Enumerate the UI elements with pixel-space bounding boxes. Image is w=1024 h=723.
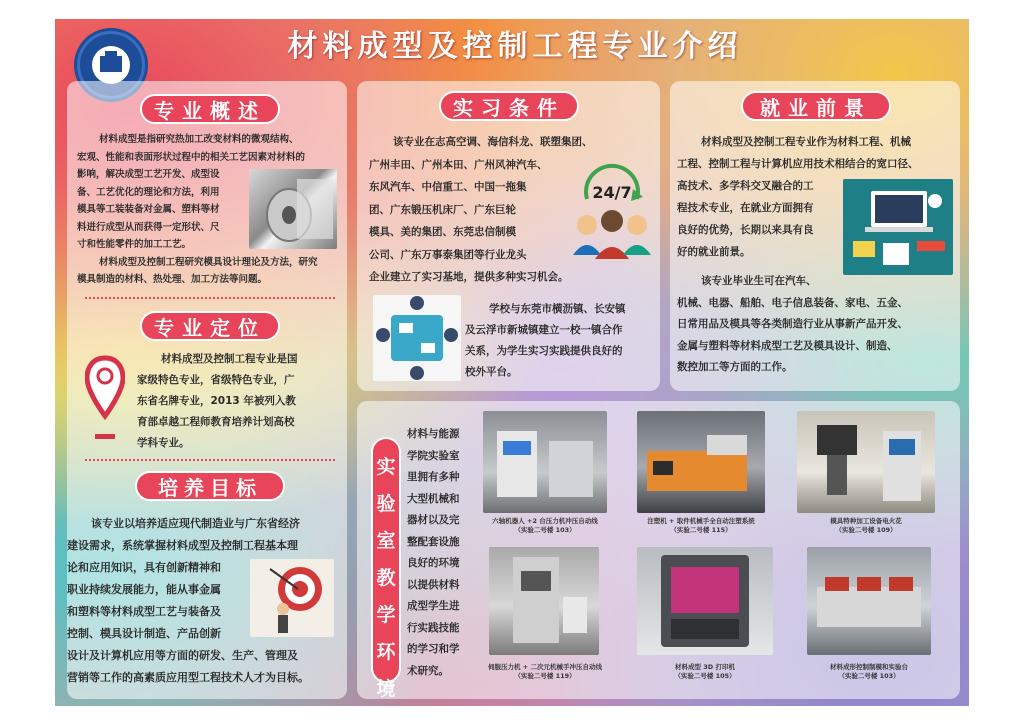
injection-machine-icon <box>637 411 765 513</box>
text-line: 建设需求，系统掌握材料成型及控制工程基本理 <box>67 539 298 552</box>
text-line: 器材以及完 <box>407 514 460 526</box>
overview-heading: 专业概述 <box>140 94 280 124</box>
text-line: 好的就业前景。 <box>677 246 751 258</box>
caption-line: （实验二号楼 119） <box>514 672 576 680</box>
goals-heading: 培养目标 <box>135 471 285 501</box>
text-line: 材料成型及控制工程专业作为材料工程、机械 <box>701 136 911 148</box>
text-line: 该专业以培养适应现代制造业与广东省经济 <box>91 517 300 530</box>
label-char: 教 <box>376 567 396 589</box>
lab-vertical-label <box>371 437 401 700</box>
badge-247: 24/7 <box>592 183 632 202</box>
text-line: 东省名牌专业，2013 年被列入教 <box>137 395 296 407</box>
text-line: 金属与塑料等材料成型工艺及模具设计、制造、 <box>677 339 898 352</box>
poster-title: 材料成型及控制工程专业介绍 <box>287 29 743 64</box>
text-line: 校外平台。 <box>465 366 518 378</box>
text-line: 东风汽车、中信重工、中国一拖集 <box>369 181 527 193</box>
text-line: 材料成型及控制工程专业是国 <box>161 353 298 365</box>
text-line: 及云浮市新城镇建立一校一镇合作 <box>465 324 623 336</box>
3d-printer-icon <box>637 547 773 655</box>
text-line: 工程、控制工程与计算机应用技术相结合的宽口径、 <box>677 158 919 170</box>
text-line: 关系，为学生实习实践提供良好的 <box>465 345 623 357</box>
label-char: 学 <box>376 604 396 626</box>
lab-photo-caption <box>625 517 777 535</box>
label-char: 室 <box>376 530 396 552</box>
lab-photo-servo-press <box>489 547 599 655</box>
text-line: 材料与能源 <box>407 428 460 440</box>
lab-photo-caption <box>635 663 775 681</box>
text-line: 良好的环境 <box>407 557 460 569</box>
text-line: 该专业在志高空调、海信科龙、联塑集团、 <box>393 136 593 148</box>
text-line: 论和应用知识，具有创新精神和 <box>67 561 221 574</box>
location-pin-icon <box>85 354 125 444</box>
career-text-2 <box>677 271 962 379</box>
lab-photo-edm <box>797 411 935 513</box>
text-line: 良好的优势，长期以来具有良 <box>677 224 814 236</box>
text-line: 家级特色专业，省级特色专业，广 <box>137 374 295 386</box>
text-line: 设计及计算机应用等方面的研发、生产、管理及 <box>67 649 298 662</box>
support-illustration <box>567 159 657 259</box>
servo-press-icon <box>489 547 599 655</box>
text-line: 程技术专业，在就业方面拥有 <box>677 202 814 214</box>
internship-text-2 <box>465 299 660 383</box>
text-line: 整配套设施 <box>407 535 460 548</box>
lab-photo-caption <box>475 663 615 681</box>
text-line: 团、广东锻压机床厂、广东巨轮 <box>369 203 516 216</box>
text-line: 该专业毕业生可在汽车、 <box>701 275 817 287</box>
label-char: 境 <box>376 678 396 700</box>
career-heading: 就业前景 <box>741 91 891 121</box>
caption-line: （实验二号楼 105） <box>674 672 736 680</box>
caption-line: （实验二号楼 103） <box>514 526 576 534</box>
text-line: 机械、电器、船舶、电子信息装备、家电、五金、 <box>677 296 908 309</box>
text-line: 料进行成型从而获得一定形状、尺 <box>77 221 220 233</box>
text-line: 学院实验室 <box>407 449 460 462</box>
internship-heading: 实习条件 <box>439 91 579 121</box>
poster <box>55 19 969 706</box>
text-line: 里拥有多种 <box>407 471 460 483</box>
text-line: 职业持续发展能力，能从事金属 <box>67 583 221 596</box>
lab-photo-control-bench <box>807 547 931 655</box>
label-char: 实 <box>376 456 396 478</box>
divider <box>85 459 335 461</box>
text-line: 营销等工作的高素质应用型工程技术人才为目标。 <box>67 671 309 684</box>
caption-line: 注塑机 + 取件机械手全自动注塑系统 <box>647 517 755 525</box>
text-line: 高技术、多学科交叉融合的工 <box>677 180 814 192</box>
edm-machine-icon <box>797 411 935 513</box>
label-char: 验 <box>376 493 396 515</box>
text-line: 影响，解决成型工艺开发、成型设 <box>77 169 220 180</box>
text-line: 日常用品及模具等各类制造行业从事新产品开发、 <box>677 318 908 330</box>
caption-line: 材料成型 3D 打印机 <box>675 663 735 671</box>
foil-roll-image <box>249 169 337 249</box>
caption-line: （实验二号楼 115） <box>670 526 732 534</box>
text-line: 行实践技能 <box>407 621 460 634</box>
caption-line: 伺服压力机 + 二次元机械手冲压自动线 <box>488 663 602 671</box>
meeting-table-icon <box>373 295 461 381</box>
lab-photo-caption <box>791 517 941 535</box>
text-line: 寸和性能零件的加工工艺。 <box>77 239 192 250</box>
target-icon <box>250 559 334 637</box>
workspace-image <box>843 179 953 275</box>
control-bench-icon <box>807 547 931 655</box>
text-line: 成型学生进 <box>407 600 460 612</box>
foil-roll-icon <box>249 169 337 249</box>
caption-line: 六轴机器人 +2 台压力机冲压自动线 <box>492 517 598 525</box>
text-line: 的学习和学 <box>407 643 460 655</box>
support-agents-icon <box>567 159 657 259</box>
text-line: 广州丰田、广州本田、广州风神汽车、 <box>369 158 548 171</box>
caption-line: 模具特种加工设备电火花 <box>830 517 902 525</box>
text-line: 备、工艺优化的理论和方法，利用 <box>77 186 220 198</box>
lab-photo-3d-printer <box>637 547 773 655</box>
label-char: 环 <box>376 641 396 663</box>
text-line: 宏观、性能和表面形状过程中的相关工艺因素对材料的 <box>77 151 306 163</box>
target-image <box>250 559 334 637</box>
text-line: 育部卓越工程师教育培养计划高校 <box>137 416 295 428</box>
stamping-press-icon <box>483 411 607 513</box>
caption-line: （实验二号楼 109） <box>835 526 897 534</box>
text-line: 术研究。 <box>407 664 449 677</box>
text-line: 模具制造的材料、热处理、加工方法等问题。 <box>77 274 268 285</box>
text-line: 以提供材料 <box>407 578 460 591</box>
text-line: 模具、美的集团、东莞忠信制模 <box>369 226 516 238</box>
text-line: 材料成型及控制工程研究模具设计理论及方法，研究 <box>99 256 318 268</box>
caption-line: 材料成形控制制模和实验台 <box>830 663 908 671</box>
lab-photo-press-line <box>483 411 607 513</box>
lab-photo-caption <box>475 517 615 535</box>
text-line: 学校与东莞市横沥镇、长安镇 <box>489 303 626 315</box>
text-line: 公司、广东万事泰集团等行业龙头 <box>369 248 527 261</box>
meeting-image <box>373 295 461 381</box>
positioning-heading: 专业定位 <box>140 311 280 341</box>
text-line: 大型机械和 <box>407 492 460 505</box>
text-line: 材料成型是指研究热加工改变材料的微观结构、 <box>99 134 299 145</box>
caption-line: （实验二号楼 103） <box>838 672 900 680</box>
text-line: 和塑料等材料成型工艺与装备及 <box>67 605 221 618</box>
lab-text <box>407 424 481 682</box>
divider <box>85 297 335 299</box>
text-line: 学科专业。 <box>137 437 190 449</box>
laptop-icon <box>843 179 953 275</box>
lab-photo-injection <box>637 411 765 513</box>
lab-photo-caption <box>795 663 943 681</box>
text-line: 数控加工等方面的工作。 <box>677 361 793 373</box>
text-line: 模具等工装装备对金属、塑料等材 <box>77 204 220 215</box>
positioning-text <box>137 349 342 454</box>
text-line: 控制、模具设计制造、产品创新 <box>67 627 221 640</box>
text-line: 企业建立了实习基地，提供多种实习机会。 <box>369 271 569 283</box>
